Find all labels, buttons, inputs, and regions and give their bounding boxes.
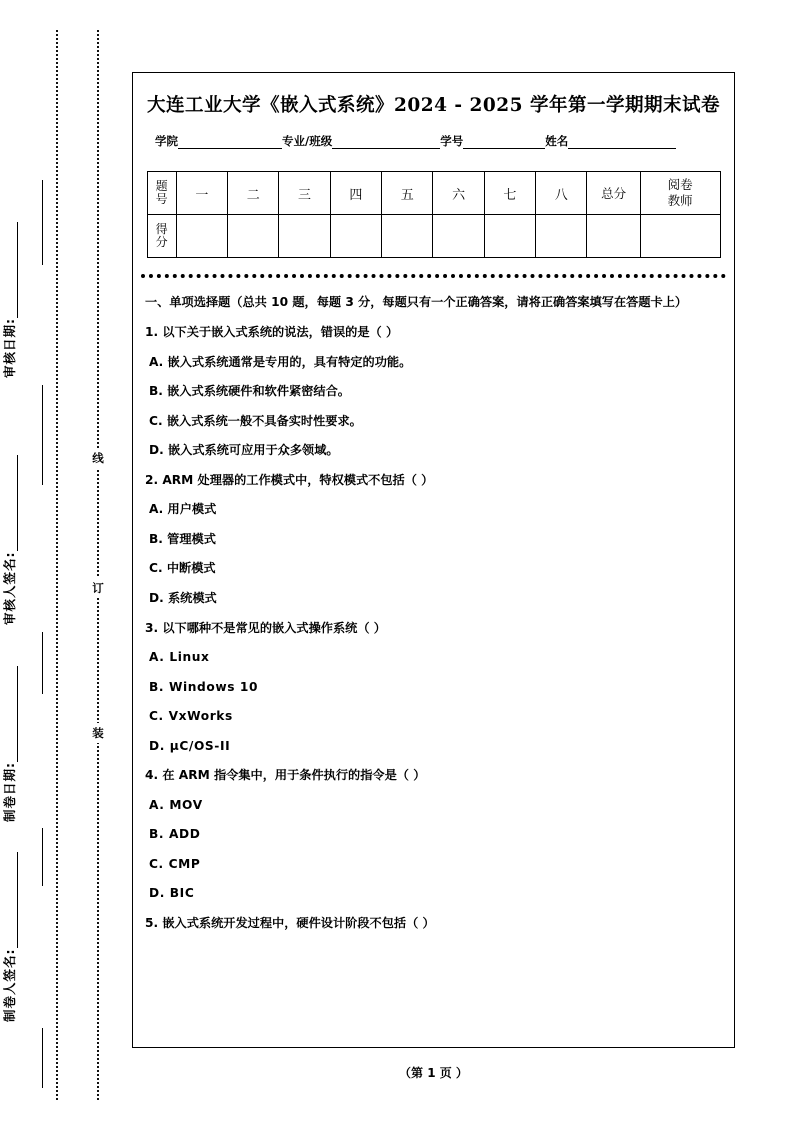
score-table-label-score [147,215,176,258]
question-3-option-b[interactable]: B. Windows 10 [149,679,259,694]
field-major-class-input[interactable] [332,135,440,149]
question-4-option-a[interactable]: A. MOV [149,797,203,812]
exam-body [145,292,718,933]
question-4-option-d[interactable]: D. BIC [149,886,195,901]
score-cell-2[interactable] [228,215,279,258]
seal-char-ding: 订 [90,578,106,598]
binding-rule-segment [42,828,43,886]
question-3-option-a[interactable]: A. Linux [149,650,210,665]
score-col-4: 四 [330,172,381,215]
field-student-id-label: 学号 [440,134,464,148]
binding-label-review-date [0,158,18,378]
binding-label-reviewer-signature [0,405,18,625]
student-info-row [155,133,720,149]
binding-label-maker-signature [0,802,18,1022]
binding-label-paper-date-text: 制卷日期: [2,762,17,822]
binding-label-paper-date-line [5,666,18,762]
score-label-char-2: 号 [155,192,168,206]
field-student-id-input[interactable] [463,135,545,149]
score-cell-total[interactable] [587,215,640,258]
binding-rule-segment [42,632,43,694]
score-col-3: 三 [279,172,330,215]
binding-label-reviewer-signature-text: 审核人签名: [2,551,17,625]
question-1-option-b[interactable]: B. 嵌入式系统硬件和软件紧密结合。 [149,384,350,399]
score-col-6: 六 [433,172,484,215]
question-2-option-d[interactable]: D. 系统模式 [149,590,217,605]
score-cell-3[interactable] [279,215,330,258]
binding-label-paper-date [0,602,18,822]
binding-dotted-line-outer [56,30,58,1100]
question-3-option-c[interactable]: C. VxWorks [149,709,233,724]
score-table-score-row [147,215,720,258]
score-table-header-row [147,172,720,215]
binding-margin [0,0,132,1122]
binding-label-review-date-line [5,222,18,318]
question-2: 2. ARM 处理器的工作模式中，特权模式不包括（ ） [145,472,434,487]
field-college-label: 学院 [155,134,178,148]
question-1: 1. 以下关于嵌入式系统的说法，错误的是（ ） [145,325,399,340]
field-major-class-label: 专业/班级 [282,134,333,148]
score-col-5: 五 [382,172,433,215]
score-col-8: 八 [536,172,587,215]
page-footer: （第 1 页 ） [399,1066,468,1080]
question-3: 3. 以下哪种不是常见的嵌入式操作系统（ ） [145,620,386,635]
question-3-option-d[interactable]: D. μC/OS-II [149,738,231,753]
score-label-char-3: 得 [155,221,168,236]
score-col-total: 总分 [587,172,640,215]
field-name-input[interactable] [568,135,676,149]
exam-page-frame [132,72,735,1048]
score-table-label-question [147,172,176,215]
score-cell-7[interactable] [484,215,535,258]
score-cell-6[interactable] [433,215,484,258]
question-2-option-c[interactable]: C. 中断模式 [149,561,216,576]
binding-dotted-line-inner [97,30,99,1100]
field-college[interactable] [155,133,282,149]
question-4: 4. 在 ARM 指令集中，用于条件执行的指令是（ ） [145,768,426,783]
score-col-2: 二 [228,172,279,215]
question-1-option-d[interactable]: D. 嵌入式系统可应用于众多领域。 [149,443,339,458]
field-college-input[interactable] [178,135,282,149]
binding-label-maker-signature-line [5,853,18,949]
field-name[interactable] [545,133,676,149]
score-cell-4[interactable] [330,215,381,258]
section-divider [141,274,726,278]
score-label-char-1: 题 [155,178,168,193]
score-cell-8[interactable] [536,215,587,258]
score-table [147,171,721,258]
question-4-option-b[interactable]: B. ADD [149,827,201,842]
grader-label-line2: 教师 [667,193,693,208]
binding-rule-segment [42,385,43,485]
grader-label-line1: 阅卷 [667,177,693,193]
score-cell-grader[interactable] [640,215,720,258]
question-4-option-c[interactable]: C. CMP [149,856,201,871]
section-heading-multiple-choice: 一、单项选择题（总共 10 题，每题 3 分，每题只有一个正确答案，请将正确答案填写在答题卡上） [145,295,688,309]
field-name-label: 姓名 [545,134,569,148]
score-col-1: 一 [176,172,227,215]
question-1-option-a[interactable]: A. 嵌入式系统通常是专用的，具有特定的功能。 [149,354,412,369]
score-cell-1[interactable] [176,215,227,258]
binding-rule-segment [42,180,43,265]
score-cell-5[interactable] [382,215,433,258]
field-student-id[interactable] [440,133,545,149]
binding-label-reviewer-signature-line [5,456,18,552]
binding-rule-segment [42,1028,43,1088]
seal-char-xian: 线 [90,448,106,468]
score-label-char-4: 分 [155,235,168,249]
binding-label-review-date-text: 审核日期: [2,318,17,378]
question-1-option-c[interactable]: C. 嵌入式系统一般不具备实时性要求。 [149,413,362,428]
question-2-option-b[interactable]: B. 管理模式 [149,531,216,546]
question-2-option-a[interactable]: A. 用户模式 [149,502,217,517]
score-col-7: 七 [484,172,535,215]
field-major-class[interactable] [282,133,440,149]
seal-char-zhuang: 装 [90,723,106,743]
score-col-grader [640,172,720,215]
binding-label-maker-signature-text: 制卷人签名: [2,948,17,1022]
exam-title: 大连工业大学《嵌入式系统》2024 - 2025 学年第一学期期末试卷 [147,95,720,116]
question-5: 5. 嵌入式系统开发过程中，硬件设计阶段不包括（ ） [145,915,435,930]
